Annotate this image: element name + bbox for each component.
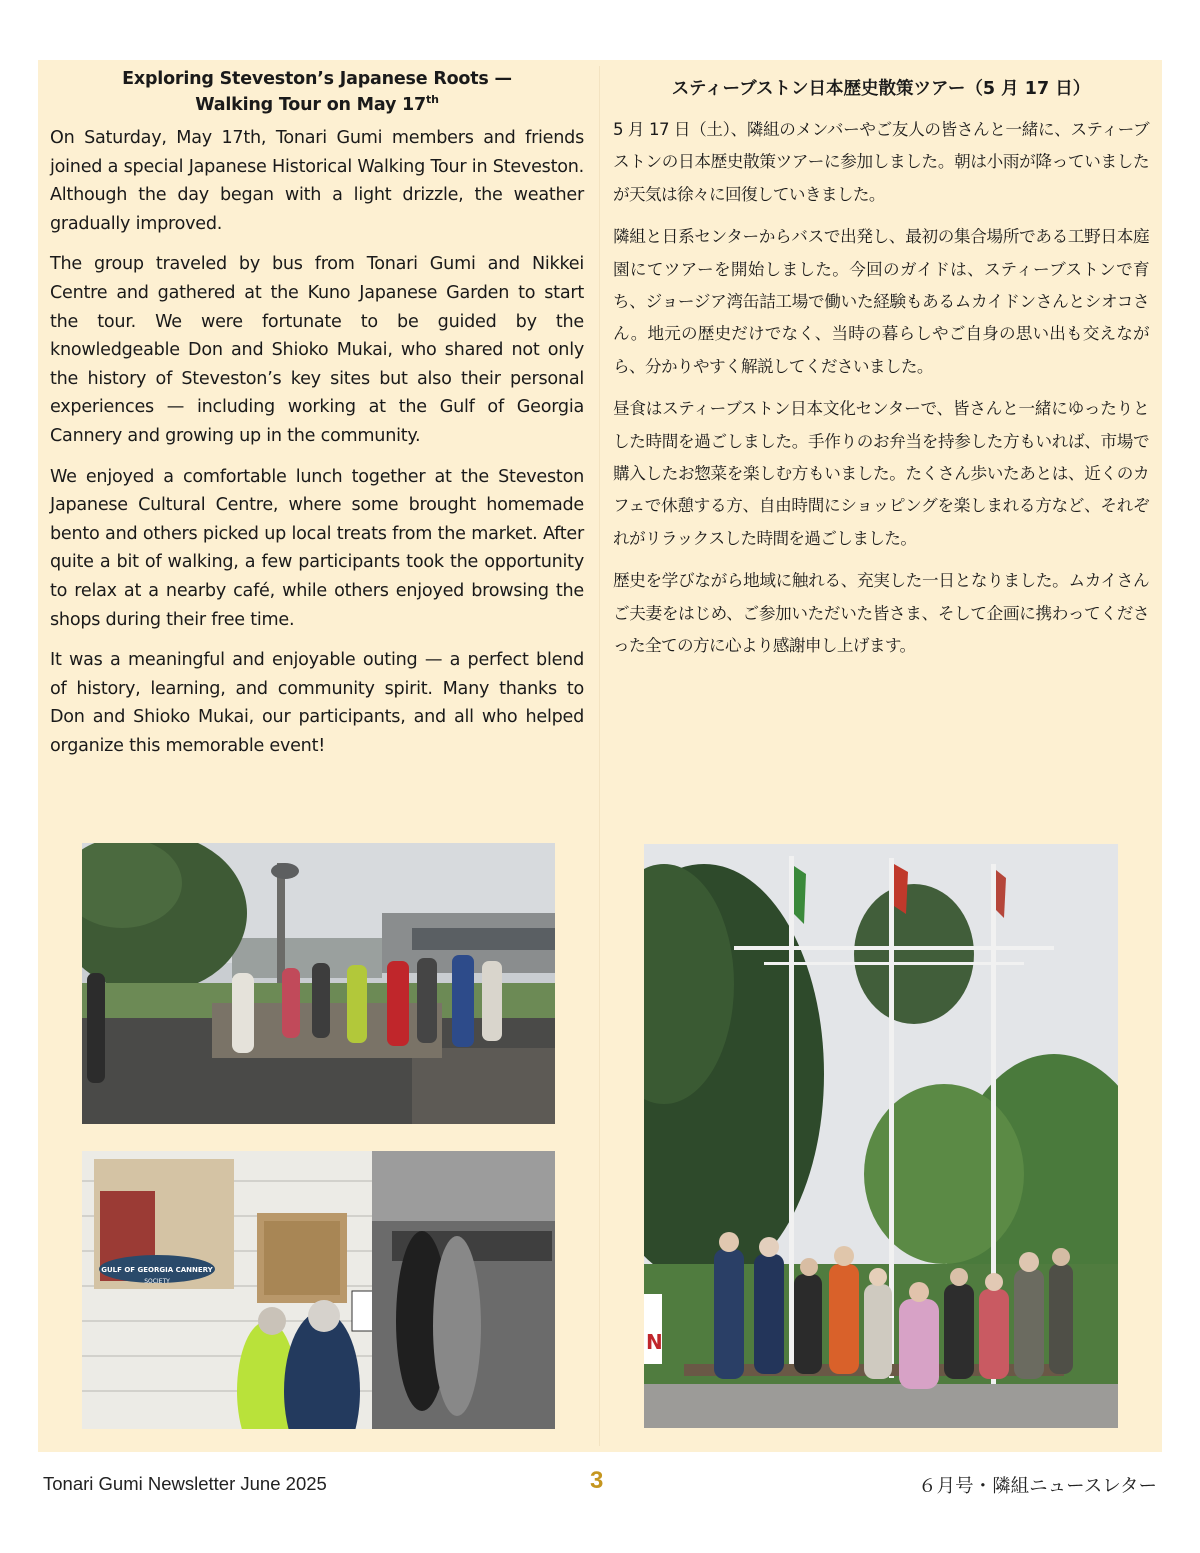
english-paragraph: We enjoyed a comfortable lunch together at the Steveston Japanese Cultural Centre, where some brought homemade bento and others picked up local treats from the market. After quite a bit of walking, a few participants took the opportunity to relax at a nearby café, while others enjoyed browsing the shops during their free time. xyxy=(50,466,584,630)
banner-letter: N xyxy=(646,1330,663,1354)
english-title-line1: Exploring Steveston’s Japanese Roots — xyxy=(122,69,512,89)
english-paragraph: The group traveled by bus from Tonari Gumi and Nikkei Centre and gathered at the Kuno Japanese Garden to start the tour. We were fortunate to be guided by the knowledgeable Don and Shioko Mukai, who shared not only the history of Steveston’s key sites but also their personal experiences — including working at the Gulf of Georgia Cannery and growing up in the community. xyxy=(50,254,584,446)
footer-newsletter-title: Tonari Gumi Newsletter June 2025 xyxy=(43,1473,327,1494)
footer-japanese-title: ６月号・隣組ニュースレター xyxy=(918,1476,1157,1497)
cannery-sign-text: GULF OF GEORGIA CANNERY xyxy=(101,1266,213,1274)
photo-garden-group xyxy=(82,843,555,1124)
japanese-paragraph: 隣組と日系センターからバスで出発し、最初の集合場所である工野日本庭園にてツアーを開始しました。今回のガイドは、スティーブストンで育ち、ジョージア湾缶詰工場で働いた経験もあるムカイドンさんとシオコさん。地元の歴史だけでなく、当時の暮らしやご自身の思い出も交えながら、分かりやすく解説してくださいました。 xyxy=(613,227,1149,376)
english-paragraph: On Saturday, May 17th, Tonari Gumi members and friends joined a special Japanese Historical Walking Tour in Steveston. Although the day began with a light drizzle, the weather gradually improved. xyxy=(50,128,584,234)
japanese-paragraph: 昼食はスティーブストン日本文化センターで、皆さんと一緒にゆったりとした時間を過ごしました。手作りのお弁当を持参した方もいれば、市場で購入したお惣菜を楽しむ方もいました。たくさん歩いたあとは、近くのカフェで休憩する方、自由時間にショッピングを楽しまれる方など、それぞれがリラックスした時間を過ごしました。 xyxy=(613,399,1149,548)
column-divider xyxy=(599,66,600,1446)
english-paragraph: It was a meaningful and enjoyable outing — a perfect blend of history, learning, and community spirit. Many thanks to Don and Shioko Mukai, our participants, and all who helped organize this memorable event! xyxy=(50,650,584,756)
english-title xyxy=(50,66,584,118)
english-title-line2: Walking Tour on May 17th xyxy=(195,93,439,115)
japanese-paragraph: 歴史を学びながら地域に触れる、充実した一日となりました。ムカイさんご夫妻をはじめ、ご参加いただいた皆さま、そして企画に携わってくださった全ての方に心より感謝申し上げます。 xyxy=(613,571,1149,656)
english-column xyxy=(50,66,584,772)
page-number: 3 xyxy=(590,1467,604,1494)
photo-cannery-exhibit xyxy=(82,1151,555,1429)
japanese-column xyxy=(613,66,1149,673)
japanese-title: スティーブストン日本歴史散策ツアー（5 月 17 日） xyxy=(671,79,1091,99)
photo-flagpole-group xyxy=(644,844,1118,1428)
japanese-paragraph: 5 月 17 日（土）、隣組のメンバーやご友人の皆さんと一緒に、スティーブストンの日本歴史散策ツアーに参加しました。朝は小雨が降っていましたが天気は徐々に回復していきました。 xyxy=(613,120,1149,204)
cannery-sign-subtext: SOCIETY xyxy=(144,1278,170,1285)
